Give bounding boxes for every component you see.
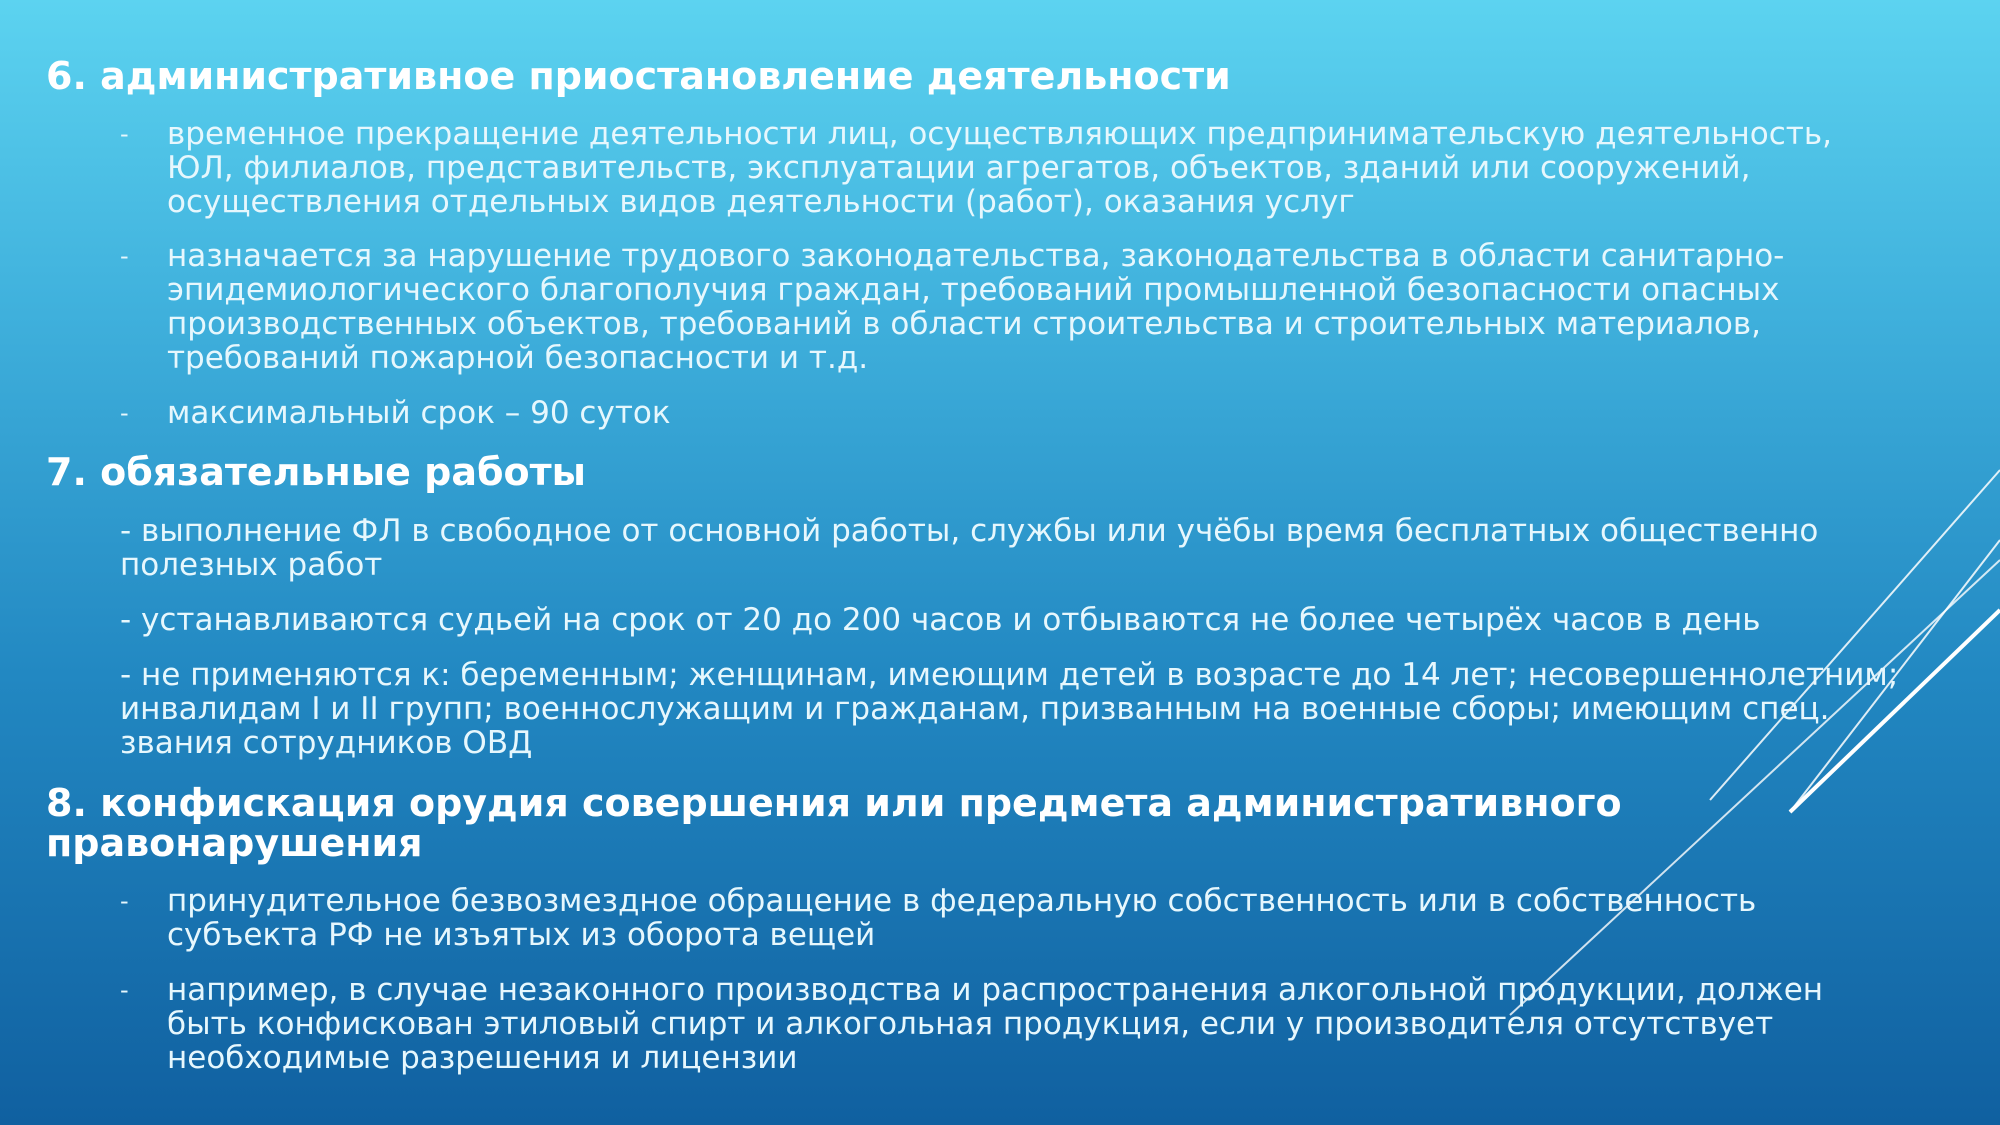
- section-7-item-1: - выполнение ФЛ в свободное от основной работы, службы или учёбы время бесплатных общественно полезных работ: [120, 513, 1819, 583]
- section-8-item-2-text: например, в случае незаконного производства и распространения алкогольной продукции, должен быть конфискован этиловый спирт и алкогольная продукция, если у производителя отсутствует необходимые разрешения и лицензии: [167, 972, 1824, 1076]
- dash-marker: -: [120, 976, 129, 1004]
- section-8-item-1-text: принудительное безвозмездное обращение в федеральную собственность или в собственность субъекта РФ не изъятых из оборота вещей: [167, 883, 1757, 953]
- dash-marker: -: [120, 120, 129, 148]
- section-6-item-2: [120, 239, 1900, 375]
- section-6-item-3: [120, 396, 1900, 430]
- section-6-item-2-text: назначается за нарушение трудового законодательства, законодательства в области санитарно-эпидемиологического благополучия граждан, требований промышленной безопасности опасных производственных объектов, требований в области строительства и строительных материалов, требований пожарной безопасности и т.д.: [167, 238, 1785, 376]
- section-7-item-3: - не применяются к: беременным; женщинам, имеющим детей в возрасте до 14 лет; несовершеннолетним; инвалидам I и II групп; военнослужащим и гражданам, призванным на военные сборы; имеющим спец. звания сотрудников ОВД: [120, 657, 1899, 761]
- section-8-item-1: [120, 884, 1900, 952]
- section-8-heading: 8. конфискация орудия совершения или предмета административного правонарушения: [46, 781, 1622, 865]
- section-7-heading: 7. обязательные работы: [46, 450, 587, 494]
- section-6-item-1-text: временное прекращение деятельности лиц, осуществляющих предпринимательскую деятельность, ЮЛ, филиалов, представительств, эксплуатации агрегатов, объектов, зданий или сооружений, осуществления отдельных видов деятельности (работ), оказания услуг: [167, 116, 1832, 220]
- dash-marker: -: [120, 399, 129, 427]
- section-6-item-1: [120, 117, 1900, 219]
- section-6-item-3-text: максимальный срок – 90 суток: [167, 395, 671, 431]
- section-7-item-2: - устанавливаются судьей на срок от 20 до 200 часов и отбываются не более четырёх часов в день: [120, 602, 1761, 638]
- dash-marker: -: [120, 887, 129, 915]
- section-8-item-2: [120, 973, 1900, 1075]
- dash-marker: -: [120, 242, 129, 270]
- section-6-heading: 6. административное приостановление деятельности: [46, 54, 1231, 98]
